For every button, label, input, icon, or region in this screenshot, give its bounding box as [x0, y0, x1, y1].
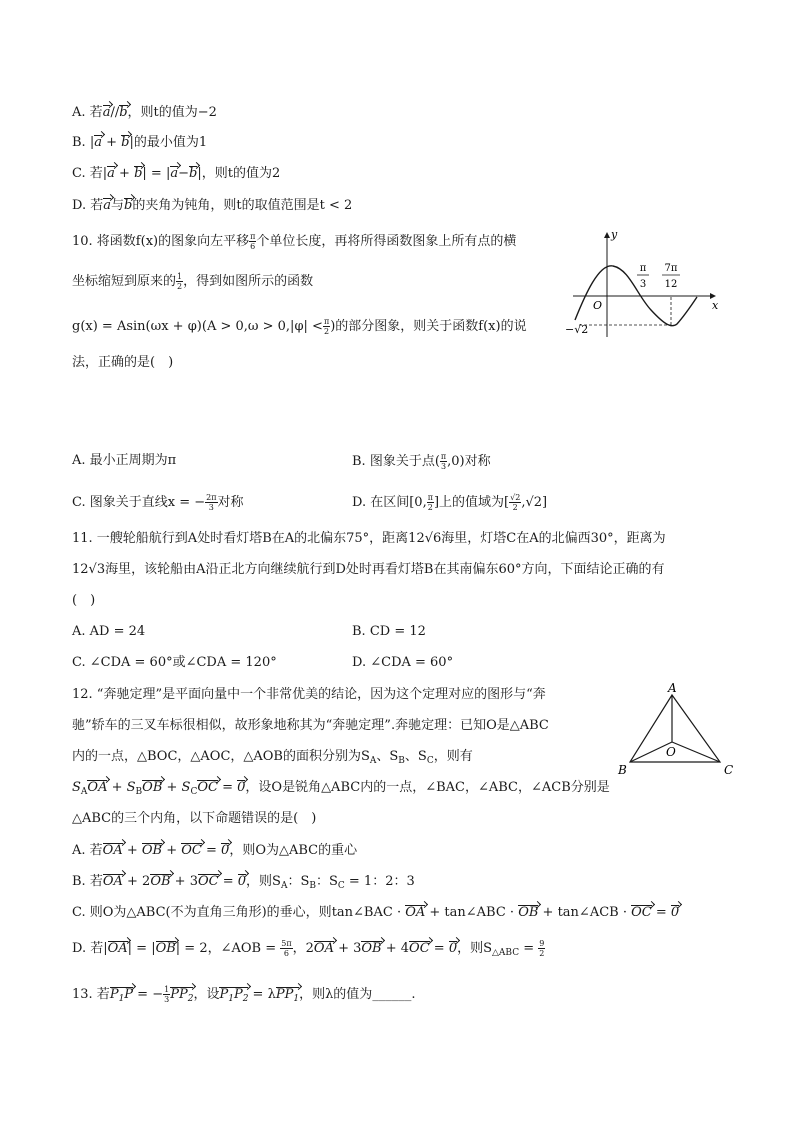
- q10-sine-graph: [565, 225, 725, 345]
- q10-stem-line2: 坐标缩短到原来的 $\frac{1}{2}$ ，得到如图所示的函数: [72, 272, 314, 291]
- q12-stem-line3: 内的一点，△BOC，△AOC，△AOB的面积分别为$S_A$、$S_B$、$S_C$，则有: [72, 749, 473, 766]
- q10-option-c: C. 图象关于直线x = − $\frac{2\pi}{3}$ 对称: [72, 493, 244, 512]
- q12-option-b: B. 若OA + 2OB + 3OC = 0，则$S_A$：$S_B$：$S_C = 1$：2：3: [72, 874, 415, 891]
- q11-stem-line2: 12√3海里，该轮船由A沿正北方向继续航行到D处时再看灯塔B在其南偏东60°方向，下面结论正确的有: [72, 562, 665, 577]
- q11-stem-line1: 11. 一艘轮船航行到A处时看灯塔B在A的北偏东75°，距离12√6海里，灯塔C在A的北偏西30°，距离为: [72, 531, 666, 546]
- q11-option-d: D. ∠CDA = 60°: [352, 655, 454, 670]
- q9-option-d: D. 若a与b的夹角为钝角，则t的取值范围是t < 2: [72, 198, 353, 213]
- q12-option-c: C. 则O为△ABC(不为直角三角形)的垂心，则tan∠BAC · OA + tan∠ABC · OB + tan∠ACB · OC = 0: [72, 905, 680, 920]
- q9-option-a: A. 若a//b，则t的值为−2: [72, 105, 217, 120]
- q9-option-b: B. |a + b|的最小值为1: [72, 135, 208, 150]
- q10-option-d: D. 在区间[0, $\frac{\pi}{2}$ ]上的值域为[ $\frac{√2}{2}$ ,√2]: [352, 493, 548, 512]
- x-label: x: [712, 299, 719, 312]
- q9-option-c: C. 若|a + b| = |a−b|，则t的值为2: [72, 166, 281, 181]
- min-label: −√2: [565, 323, 589, 336]
- tick1-num: π: [639, 263, 647, 274]
- origin-label: O: [593, 299, 603, 312]
- label-C: C: [724, 763, 734, 777]
- q12-stem-line5: △ABC的三个内角，以下命题错误的是( ): [72, 811, 317, 826]
- q11-option-a: A. AD = 24: [72, 624, 146, 639]
- q12-stem-line2: 驰”轿车的三叉车标很相似，故形象地称其为“奔驰定理”.奔驰定理：已知O是△ABC: [72, 718, 549, 733]
- q12-option-a: A. 若OA + OB + OC = 0，则O为△ABC的重心: [72, 843, 358, 858]
- q12-option-d: D. 若|OA| = |OB| = 2，∠AOB = $\frac{5\pi}{6}$ ，2OA + 3OB + 4OC = 0，则$S_{\triangle ABC}$ = $\frac{9}{2}$: [72, 939, 545, 958]
- label-O: O: [666, 745, 676, 759]
- q12-triangle-figure: [612, 680, 752, 780]
- q10-option-a: A. 最小正周期为π: [72, 453, 177, 468]
- label-B: B: [618, 763, 627, 777]
- q10-stem-line4: 法，正确的是( ): [72, 355, 174, 370]
- q13-stem: 13. 若$P_1P$ = − $\frac{1}{3}$ $PP_2$，设$P_1P_2 = \lambda PP_1$，则λ的值为______.: [72, 985, 415, 1008]
- tick2-den: 12: [664, 279, 678, 290]
- q11-stem-line3: ( ): [72, 593, 96, 608]
- label-A: A: [668, 681, 677, 695]
- tick1-den: 3: [639, 279, 647, 290]
- tick2-num: 7π: [664, 263, 678, 274]
- q11-option-c: C. ∠CDA = 60°或∠CDA = 120°: [72, 655, 277, 670]
- q12-stem-line1: 12. “奔驰定理”是平面向量中一个非常优美的结论，因为这个定理对应的图形与“奔: [72, 687, 546, 702]
- q12-stem-line4: $S_AOA + S_BOB + S_COC = 0$，设O是锐角△ABC内的一点，∠BAC，∠ABC，∠ACB分别是: [72, 780, 610, 797]
- y-label: y: [611, 228, 618, 241]
- answer-blank[interactable]: ______: [372, 987, 412, 1002]
- q10-stem-line3: g(x) = Asin(ωx + φ)(A > 0,ω > 0,|φ| < $\frac{\pi}{2}$ )的部分图象，则关于函数f(x)的说: [72, 317, 527, 336]
- q11-option-b: B. CD = 12: [352, 624, 426, 639]
- q10-option-b: B. 图象关于点( $\frac{\pi}{3}$ ,0)对称: [352, 452, 491, 471]
- q10-stem-line1: 10. 将函数f(x)的图象向左平移 $\frac{\pi}{6}$ 个单位长度，再将所得函数图象上所有点的横: [72, 232, 517, 251]
